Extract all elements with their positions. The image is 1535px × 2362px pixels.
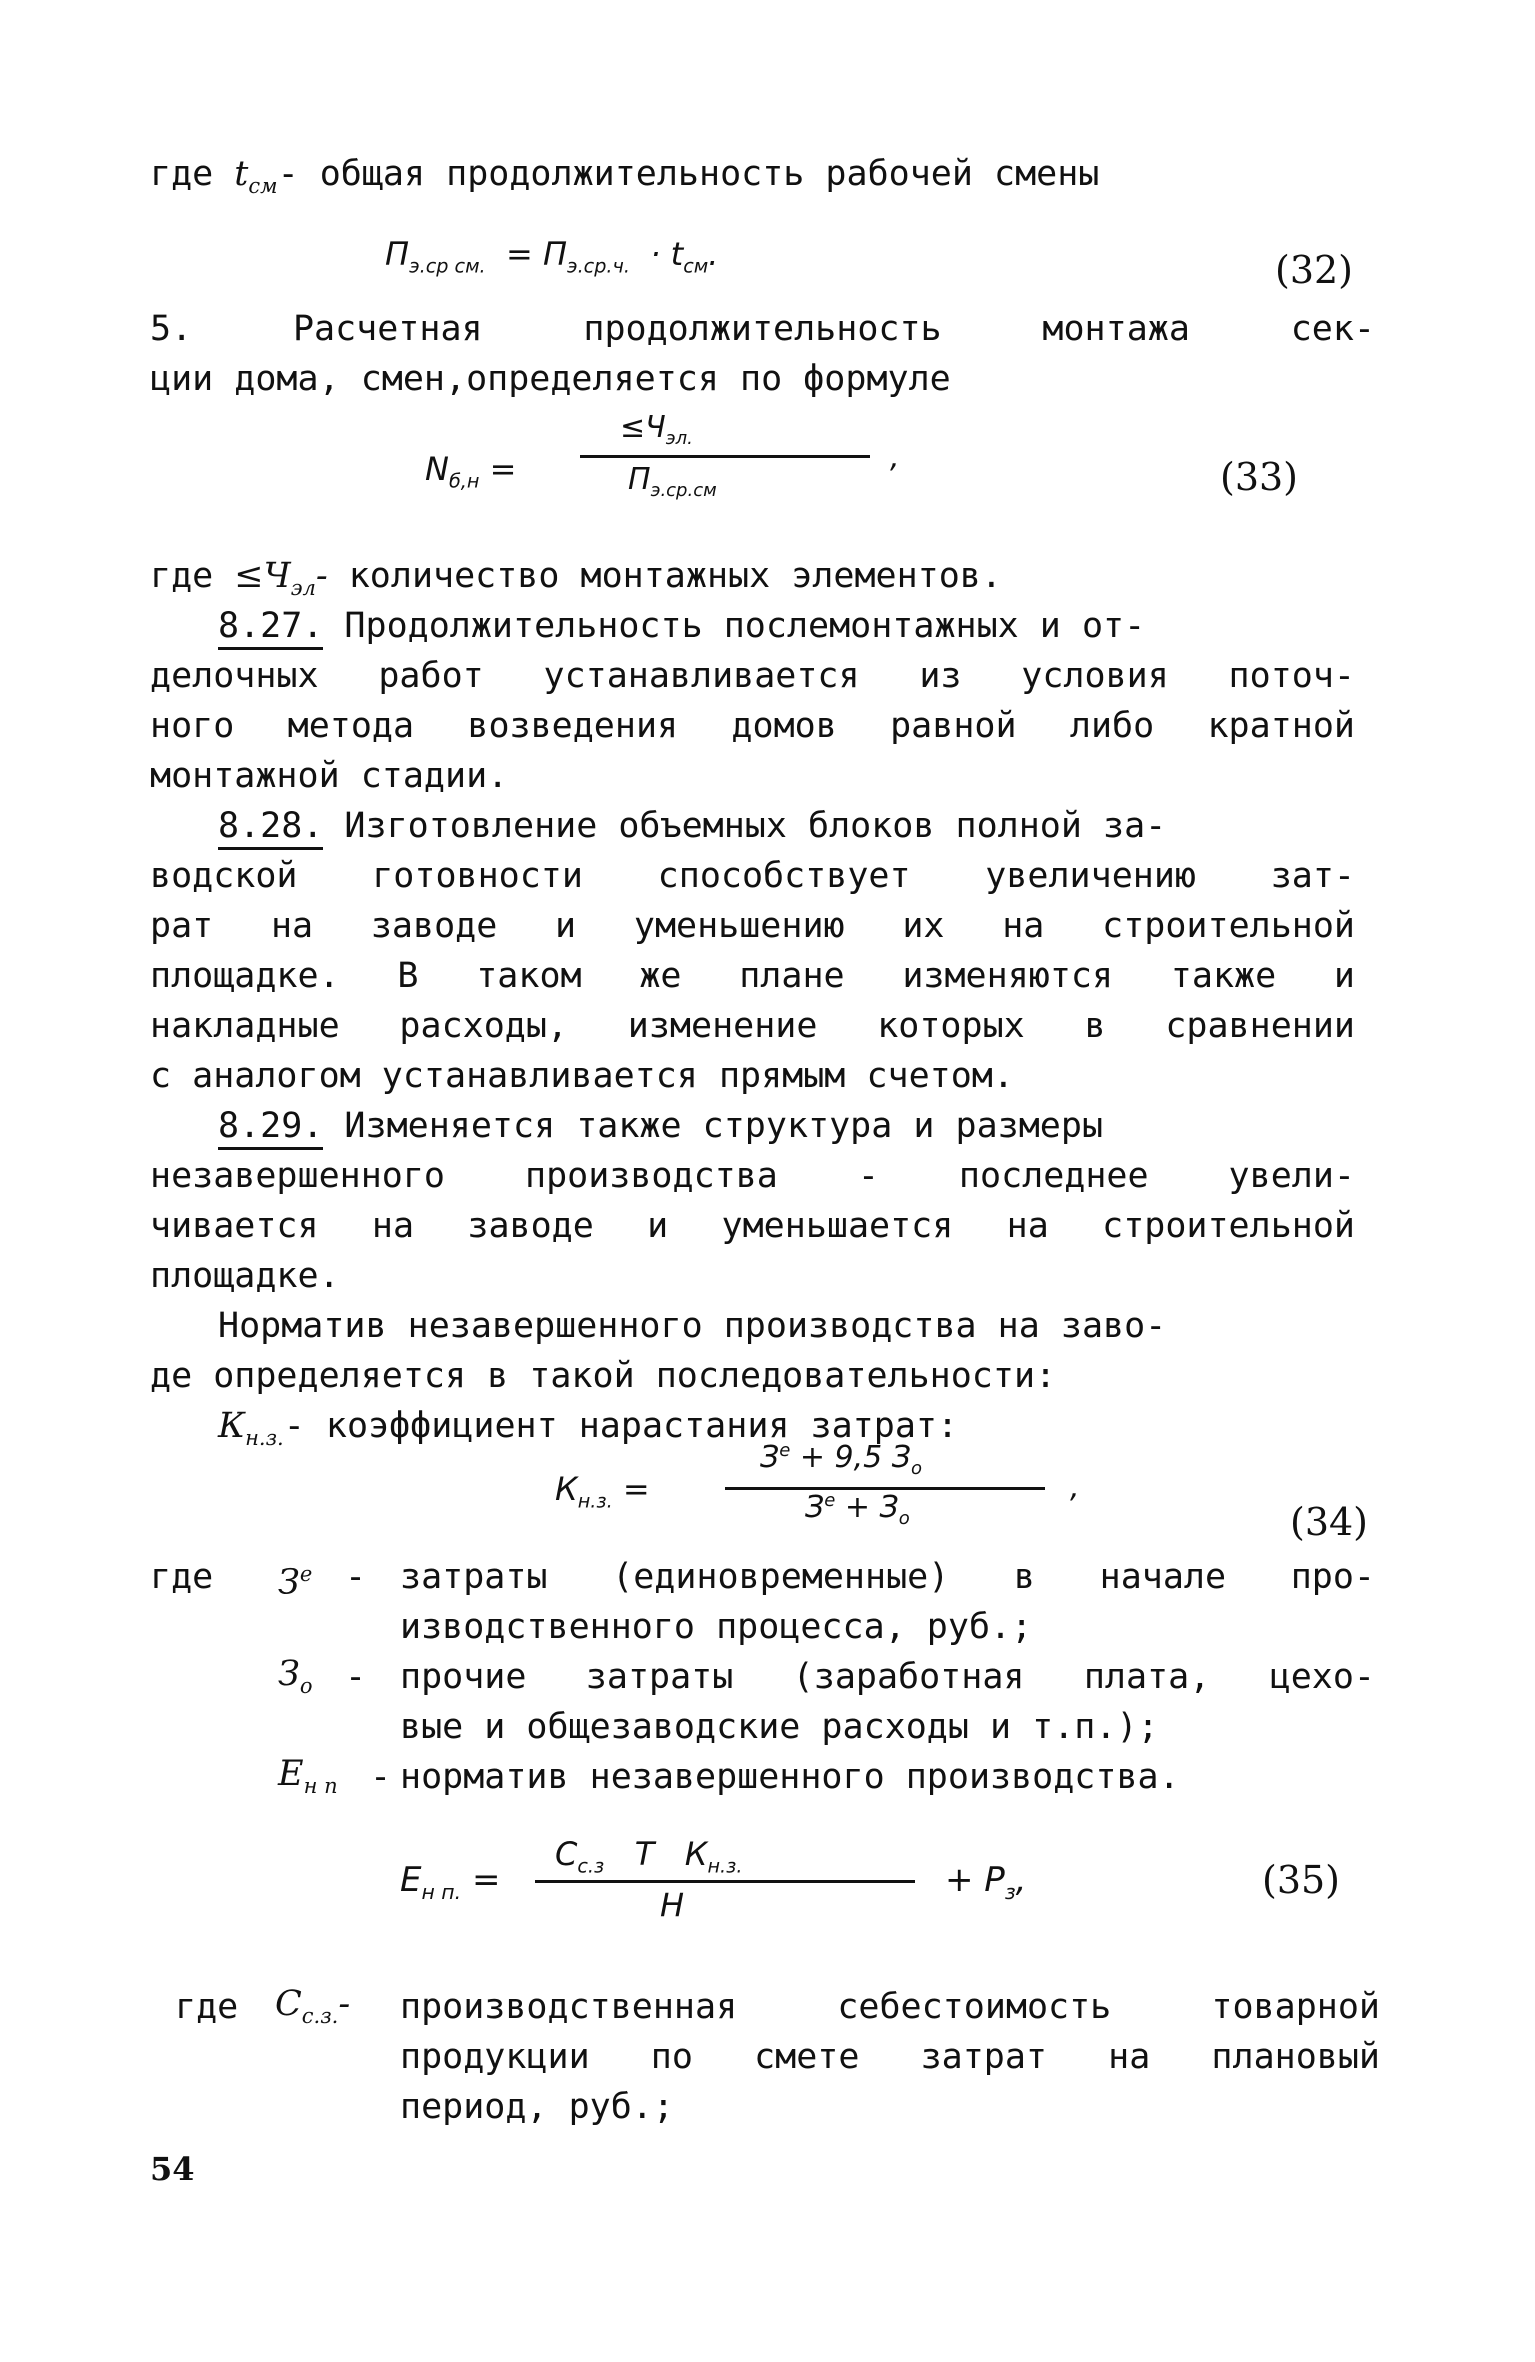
text-dash-2: - [345,1657,367,1697]
formula-33-numerator: $\le Ч_{эл.}$ [620,410,693,449]
text-line-23: $К_{н.з.}-$ коэффициент нарастания затрат: [218,1406,959,1450]
symbol-t-sm: $t_{см}$ [234,154,278,198]
text-line-1 [150,150,1099,210]
formula-34-comma: , [1070,1470,1080,1505]
text-line-5: ции дома, смен,определяется по формуле [150,359,951,399]
symbol-c-sz: $С_{с.з.}-$ [275,1984,351,2028]
text-line-18: незавершенного производства - последнее увели- [150,1156,1355,1196]
text-line-12: водской готовности способствует увеличению зат- [150,856,1355,896]
formula-35-lhs: $Е_{н п.}$ = [400,1860,501,1904]
formula-35-tail: + $Р_з$, [945,1860,1027,1904]
text-line-4: 5. Расчетная продолжительность монтажа сек- [150,309,1375,349]
text-line-7: 8.27. Продолжительность послемонтажных и от- [218,602,1145,650]
text-line-16: с аналогом устанавливается прямым счетом. [150,1056,1014,1096]
page-number: 54 [150,2150,195,2188]
section-number-8-29: 8.29. [218,1106,323,1150]
text-line-8: делочных работ устанавливается из условия поточ- [150,656,1355,696]
equation-number-34: (34) [1290,1500,1369,1544]
formula-32: $П_{э.ср см.} = П_{э.ср.ч.} \cdot t_{см}$. [385,235,719,278]
text-line-15: накладные расходы, изменение которых в сравнении [150,1006,1355,1046]
text-line-11: 8.28. Изготовление объемных блоков полной за- [218,802,1166,850]
text-line-19: чивается на заводе и уменьшается на строительной [150,1206,1355,1246]
symbol-e-np: $Е_{н п}$ [278,1754,338,1798]
fraction-bar-35 [535,1880,915,1883]
symbol-sum-ch: $\le Ч_{эл}-$ [234,556,328,600]
formula-34-lhs: $К_{н.з.}$ = [555,1470,650,1513]
text-line-27: прочие затраты (заработная плата, цехо- [400,1657,1375,1697]
text-line-10: монтажной стадии. [150,756,509,796]
text-line-20: площадке. [150,1256,340,1296]
text-line-28: вые и общезаводские расходы и т.п.); [400,1707,1159,1747]
formula-34-numerator: $З^е + 9,5$ $З_о$ [760,1440,923,1479]
fraction-bar-33 [580,455,870,458]
symbol-z-o: $З_о$ [278,1654,313,1698]
text-line-25: затраты (единовременные) в начале про- [400,1557,1375,1597]
formula-35-denominator: Н [660,1886,685,1924]
formula-35-numerator: $С_{с.з}$ Т $К_{н.з.}$ [555,1835,743,1878]
section-number-8-28: 8.28. [218,806,323,850]
text-line-17: 8.29. Изменяется также структура и размеры [218,1102,1103,1150]
text-line-26: изводственного процесса, руб.; [400,1607,1033,1647]
equation-number-32: (32) [1275,248,1354,292]
formula-33-lhs: $N_{б,н}$ = [425,450,517,493]
text-line-6: где $\le Ч_{эл}-$ количество монтажных элементов. [150,556,1002,600]
formula-33-denominator: $П_{э.ср.см}$ [628,462,717,501]
text-line-21: Норматив незавершенного производства на заво- [218,1306,1167,1346]
text-dash-3: - [370,1757,392,1797]
text-line-32: продукции по смете затрат на плановый [400,2037,1380,2077]
symbol-k-nz: $К_{н.з.}$ [218,1406,284,1450]
text-line-13: рат на заводе и уменьшению их на строительной [150,906,1355,946]
text-where-4: где [175,1987,239,2027]
symbol-z-e: $З^е$ [278,1562,313,1603]
text-line-14: площадке. В таком же плане изменяются также и [150,956,1355,996]
text-definition: - общая продолжительность рабочей смены [277,154,1100,194]
text-where-3: где [150,1557,214,1597]
text-line-29: норматив незавершенного производства. [400,1757,1180,1797]
text-line-22: де определяется в такой последовательности: [150,1356,1057,1396]
formula-34-denominator: $З^е + З_о$ [805,1490,910,1529]
equation-number-33: (33) [1220,455,1299,499]
text-line-31: производственная себестоимость товарной [400,1987,1380,2027]
text-line-33: период, руб.; [400,2087,674,2127]
section-number-8-27: 8.27. [218,606,323,650]
text-line-9: ного метода возведения домов равной либо кратной [150,706,1355,746]
text-dash-1: - [345,1557,367,1597]
formula-33-comma: , [890,440,900,475]
equation-number-35: (35) [1262,1858,1341,1902]
text-where: где [150,154,235,194]
